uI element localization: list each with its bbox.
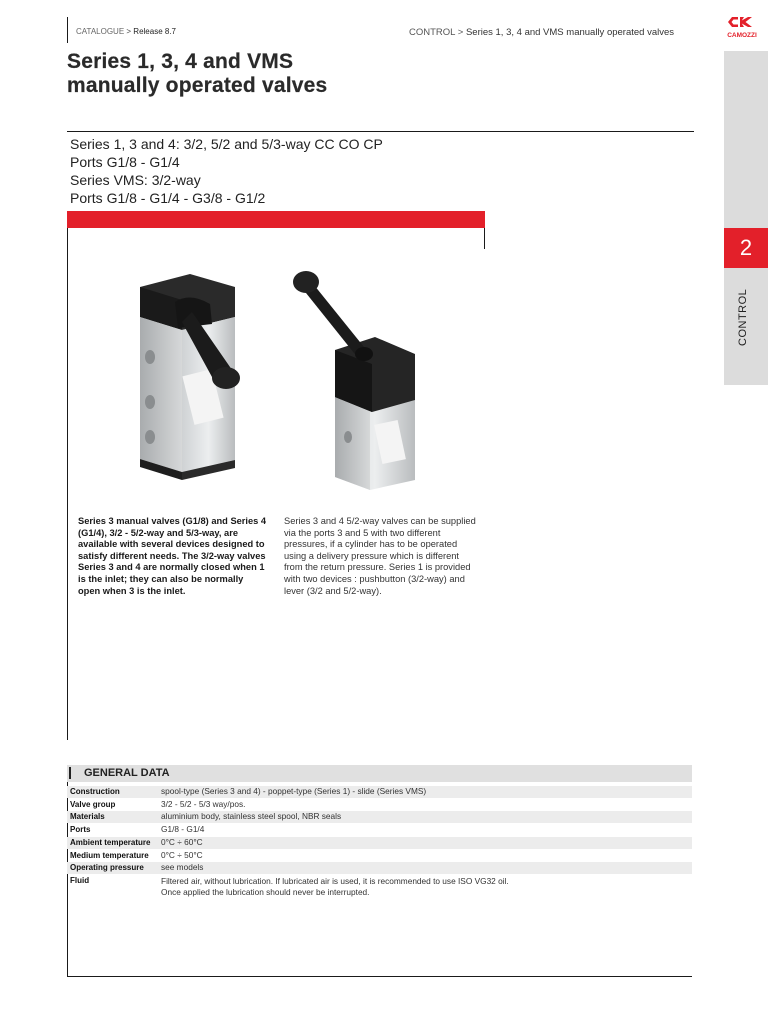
chapter-label: CONTROL	[737, 288, 749, 346]
spec-value: G1/8 - G1/4	[161, 824, 205, 834]
bottom-rule	[67, 976, 692, 977]
breadcrumb-catalogue-link[interactable]: CATALOGUE	[76, 27, 125, 36]
series-summary-line: Series VMS: 3/2-way	[70, 172, 201, 188]
title-divider	[67, 131, 694, 132]
spec-value: Filtered air, without lubrication. If lubricated air is used, it is recommended to use ISO VG32 oil.	[161, 876, 509, 886]
logo-text: CAMOZZI	[727, 32, 757, 39]
breadcrumb-section	[409, 27, 674, 38]
header-divider	[67, 17, 68, 43]
spec-value-continued: Once applied the lubrication should never be interrupted.	[161, 887, 370, 897]
spec-label: Materials	[70, 812, 105, 821]
spec-label: Operating pressure	[70, 863, 144, 872]
section-red-bar	[67, 211, 485, 228]
spec-label: Ambient temperature	[70, 838, 151, 847]
spec-value: 3/2 - 5/2 - 5/3 way/pos.	[161, 799, 246, 809]
series-summary-line: Ports G1/8 - G1/4 - G3/8 - G1/2	[70, 190, 266, 206]
camozzi-logo-icon	[724, 14, 760, 40]
page-title-line-2: manually operated valves	[67, 74, 328, 97]
breadcrumb-control-link[interactable]: CONTROL	[409, 27, 456, 38]
series-1-valve-image	[293, 271, 415, 490]
camozzi-logo	[724, 14, 760, 45]
spec-value: 0°C ÷ 60°C	[161, 837, 203, 847]
spec-label: Valve group	[70, 800, 116, 809]
breadcrumb-separator: >	[457, 27, 464, 38]
series-summary	[70, 135, 383, 207]
spec-value: see models	[161, 862, 204, 872]
spec-label: Ports	[70, 825, 91, 834]
spec-label: Medium temperature	[70, 851, 149, 860]
page-title	[67, 50, 327, 98]
chapter-number: 2	[724, 228, 768, 268]
breadcrumb-current: Series 1, 3, 4 and VMS manually operated valves	[465, 27, 675, 38]
release-label: Release 8.7	[133, 27, 176, 36]
spec-label: Fluid	[70, 876, 90, 885]
series-3-valve-image	[140, 274, 240, 480]
spec-value: spool-type (Series 3 and 4) - poppet-type (Series 1) - slide (Series VMS)	[161, 786, 427, 796]
general-data-title: GENERAL DATA	[84, 767, 170, 779]
description-right: Series 3 and 4 5/2-way valves can be supplied via the ports 3 and 5 with two different pressures, if a cylinder has to be operated using a delivery pressure which is different from the return pressure. Series 1 is provided with two devices : pushbutton (3/2-way) and lever (3/2 and 5/2-way).	[284, 516, 476, 596]
breadcrumb-separator: >	[126, 27, 132, 36]
general-data-marker	[69, 767, 71, 779]
description-left: Series 3 manual valves (G1/8) and Series 4 (G1/4), 3/2 - 5/2-way and 5/3-way, are available with several devices designed to satisfy different needs. The 3/2-way valves Series 3 and 4 are normally closed when 1 is the inlet; they can also be normally open when 3 is the inlet.	[78, 516, 267, 596]
spec-label: Construction	[70, 787, 120, 796]
content-left-rule	[67, 226, 68, 740]
product-photo	[120, 262, 450, 494]
spec-value: aluminium body, stainless steel spool, NBR seals	[161, 811, 342, 821]
page-title-line-1: Series 1, 3, 4 and VMS	[67, 50, 294, 73]
breadcrumb-catalogue	[76, 27, 176, 36]
series-summary-line: Ports G1/8 - G1/4	[70, 154, 180, 170]
spec-value: 0°C ÷ 50°C	[161, 850, 203, 860]
series-summary-line: Series 1, 3 and 4: 3/2, 5/2 and 5/3-way CC CO CP	[70, 136, 383, 152]
